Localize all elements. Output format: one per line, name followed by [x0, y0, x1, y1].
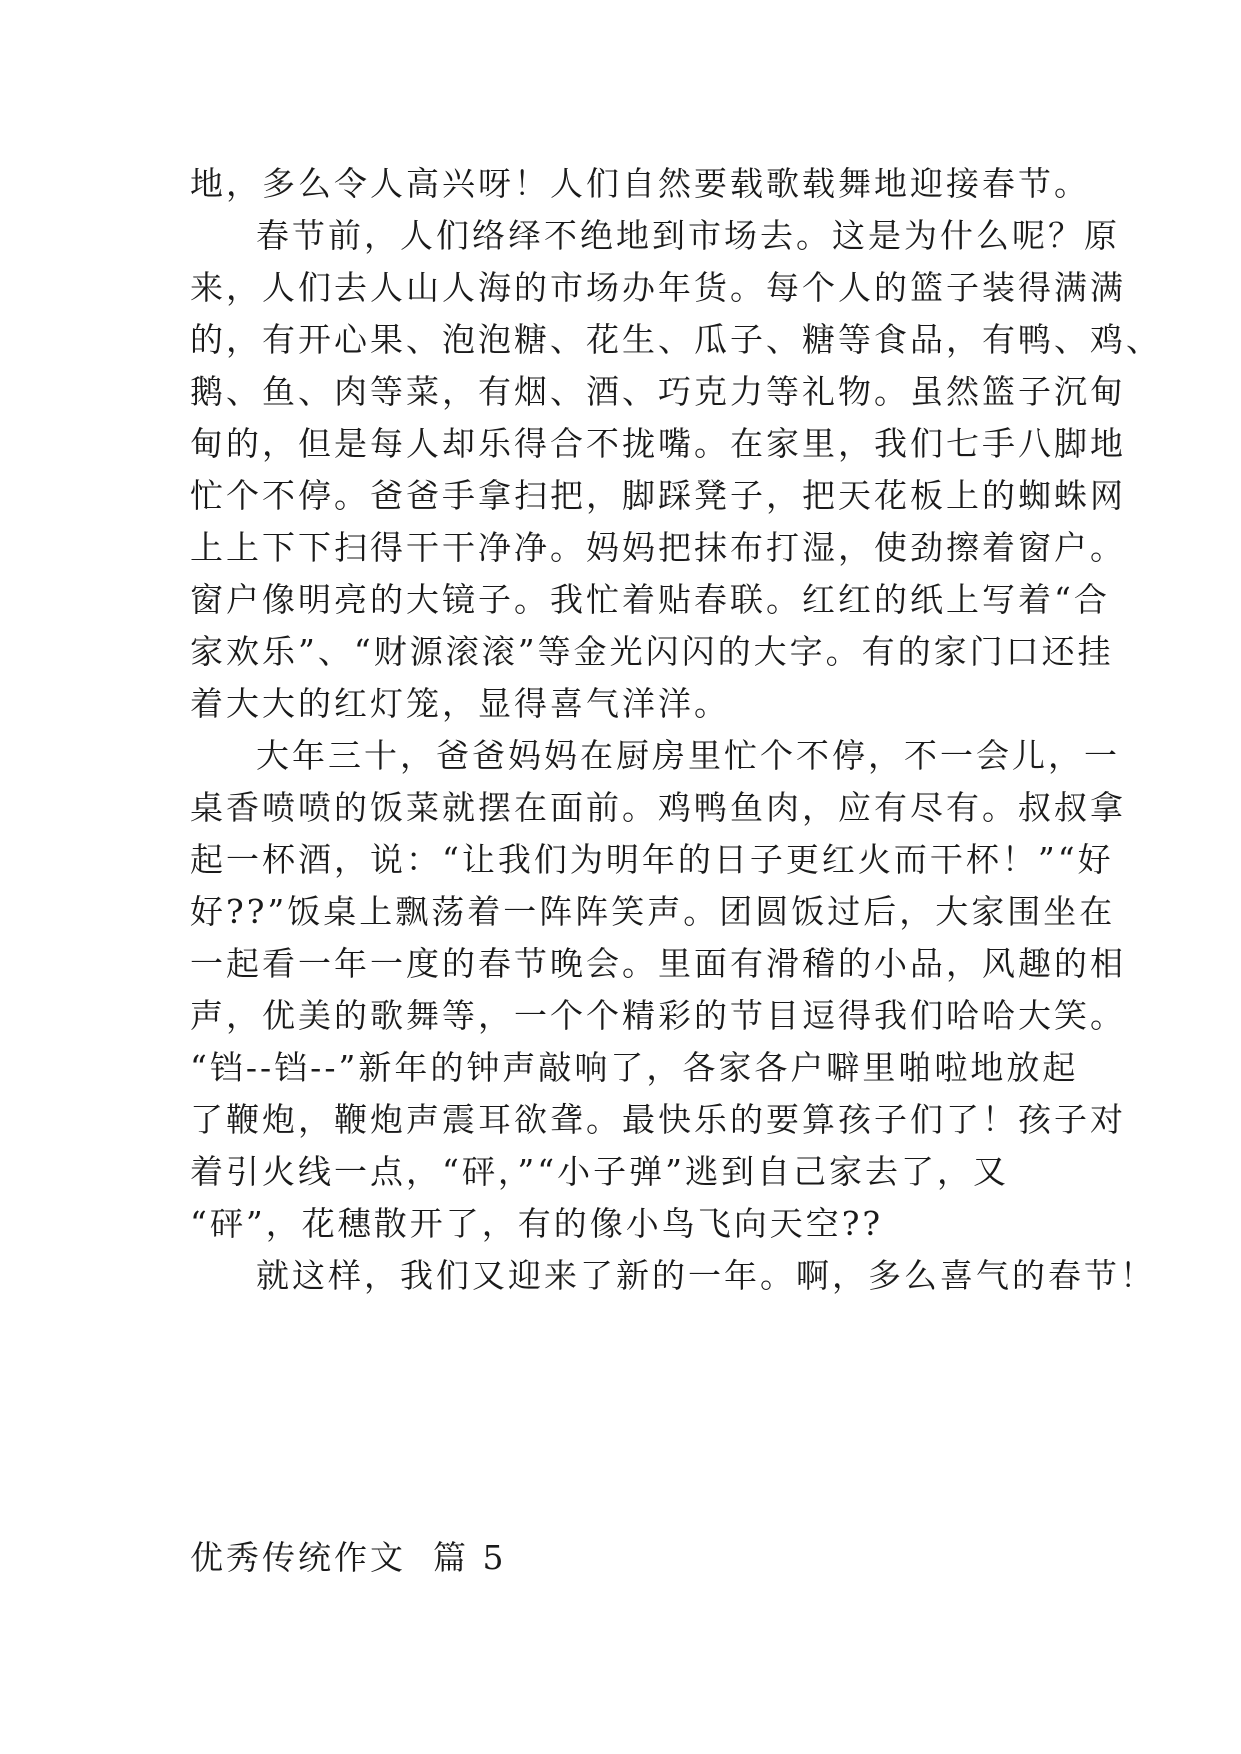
text-line: 着引火线一点，“砰，”“小子弹”逃到自己家去了，又	[190, 1152, 1009, 1191]
text-line: “铛--铛--”新年的钟声敲响了，各家各户噼里啪啦地放起	[190, 1048, 1079, 1087]
text-line: 好??”饭桌上飘荡着一阵阵笑声。团圆饭过后，大家围坐在	[190, 892, 1116, 931]
text-line: 了鞭炮，鞭炮声震耳欲聋。最快乐的要算孩子们了！孩子对	[190, 1100, 1126, 1139]
essay-body	[190, 158, 1162, 1302]
paragraph-start: 大年三十，爸爸妈妈在厨房里忙个不停，不一会儿，一	[256, 736, 1120, 775]
text-line: 上上下下扫得干干净净。妈妈把抹布打湿，使劲擦着窗户。	[190, 528, 1126, 567]
section-title: 优秀传统作文 篇 5	[190, 1538, 507, 1577]
text-line: 鹅、鱼、肉等菜，有烟、酒、巧克力等礼物。虽然篮子沉甸	[190, 372, 1126, 411]
paragraph-start: 就这样，我们又迎来了新的一年。啊，多么喜气的春节！	[256, 1256, 1156, 1295]
text-line: 起一杯酒，说：“让我们为明年的日子更红火而干杯！”“好	[190, 840, 1114, 879]
text-line: 声，优美的歌舞等，一个个精彩的节目逗得我们哈哈大笑。	[190, 996, 1126, 1035]
text-line: 桌香喷喷的饭菜就摆在面前。鸡鸭鱼肉，应有尽有。叔叔拿	[190, 788, 1126, 827]
text-line: 家欢乐”、“财源滚滚”等金光闪闪的大字。有的家门口还挂	[190, 632, 1114, 671]
text-line: 甸的，但是每人却乐得合不拢嘴。在家里，我们七手八脚地	[190, 424, 1126, 463]
text-line: 窗户像明亮的大镜子。我忙着贴春联。红红的纸上写着“合	[190, 580, 1110, 619]
text-line: 忙个不停。爸爸手拿扫把，脚踩凳子，把天花板上的蜘蛛网	[190, 476, 1126, 515]
text-line: “砰”，花穗散开了，有的像小鸟飞向天空??	[190, 1204, 884, 1243]
text-line: 一起看一年一度的春节晚会。里面有滑稽的小品，风趣的相	[190, 944, 1126, 983]
text-line: 的，有开心果、泡泡糖、花生、瓜子、糖等食品，有鸭、鸡、	[190, 320, 1162, 359]
text-line: 地，多么令人高兴呀！人们自然要载歌载舞地迎接春节。	[190, 164, 1090, 203]
text-line: 着大大的红灯笼，显得喜气洋洋。	[190, 684, 730, 723]
text-line: 来，人们去人山人海的市场办年货。每个人的篮子装得满满	[190, 268, 1126, 307]
paragraph-start: 春节前，人们络绎不绝地到市场去。这是为什么呢？原	[256, 216, 1120, 255]
